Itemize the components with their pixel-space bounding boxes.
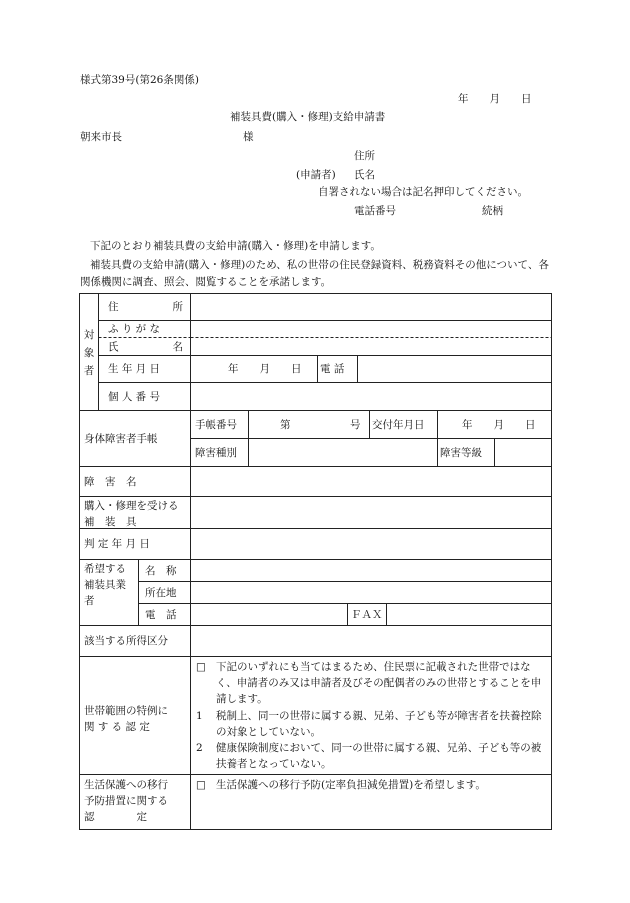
disability-name-label: 障 害 名 <box>84 476 137 488</box>
household-item2-text: 健康保険制度において、同一の世帯に属する親、兄弟、子ども等の被扶養者となっていない。 <box>216 742 542 771</box>
household-special-line1: 世帯範囲の特例に <box>84 705 168 717</box>
device-label <box>84 498 179 530</box>
handbook-label: 身体障害者手帳 <box>84 433 158 445</box>
device-label-line1: 購入・修理を受ける <box>84 500 179 512</box>
household-special-content <box>196 659 548 772</box>
household-special-checkbox[interactable]: □ <box>196 661 206 673</box>
personal-number-label: 個 人 番 号 <box>108 391 161 403</box>
vendor-phone-label: 電 話 <box>145 609 177 621</box>
subject-group-label: 対象者 <box>83 329 95 377</box>
vendor-name-label: 名 称 <box>145 565 177 577</box>
handbook-number-label: 手帳番号 <box>195 419 237 431</box>
applicant-address-label: 住所 <box>354 150 375 162</box>
vendor-label-line3: 者 <box>84 595 95 607</box>
household-special-line2: 関 す る 認 定 <box>84 721 150 733</box>
issue-date-value: 年 月 日 <box>462 419 536 431</box>
signature-note: 自署されない場合は記名押印してください。 <box>318 186 528 198</box>
handbook-go: 号 <box>350 419 361 431</box>
birthdate-label: 生 年 月 日 <box>108 363 161 375</box>
disability-type-label: 障害種別 <box>195 447 237 459</box>
vendor-label-line2: 補装具業 <box>84 579 126 591</box>
issue-date-label: 交付年月日 <box>372 419 425 431</box>
welfare-text: 生活保護への移行予防(定率負担減免措置)を希望します。 <box>216 779 486 791</box>
welfare-label-line2: 予防措置に関する <box>84 795 168 807</box>
household-special-main-text: 下記のいずれにも当てはまるため、住民票に記載された世帯ではなく、申請者のみ又は申請者及びその配偶者のみの世帯とすることを申請します。 <box>216 661 542 706</box>
fax-label: ＦＡＸ <box>351 609 383 621</box>
applicant-name-label: 氏名 <box>354 169 375 181</box>
welfare-checkbox[interactable]: □ <box>196 779 206 791</box>
document-title: 補装具費(購入・修理)支給申請書 <box>230 111 386 123</box>
phone-label: 電 話 <box>320 363 345 375</box>
date-line: 年 月 日 <box>458 93 532 105</box>
applicant-relation-label: 続柄 <box>482 205 503 217</box>
judgment-date-label: 判 定 年 月 日 <box>84 538 150 550</box>
vendor-label-line1: 希望する <box>84 563 126 575</box>
welfare-label-line1: 生活保護への移行 <box>84 779 168 791</box>
device-label-line2: 補 装 具 <box>84 516 137 528</box>
birthdate-value: 年 月 日 <box>228 363 302 375</box>
name-label: 氏 名 <box>108 341 183 353</box>
applicant-phone-label: 電話番号 <box>354 205 396 217</box>
furigana-label: ふ り が な <box>108 323 161 335</box>
welfare-label-line3: 認 定 <box>84 811 147 823</box>
addressee: 朝来市長 <box>80 131 122 143</box>
welfare-content <box>196 777 548 793</box>
household-item1-text: 税制上、同一の世帯に属する親、兄弟、子ども等が障害者を扶養控除の対象としていない。 <box>216 709 542 738</box>
form-number: 様式第39号(第26条関係) <box>80 74 199 86</box>
household-special-label <box>84 703 168 735</box>
household-item1-number: 1 <box>196 709 203 722</box>
income-class-label: 該当する所得区分 <box>84 635 168 647</box>
applicant-role-label: (申請者) <box>296 169 336 181</box>
welfare-label <box>84 777 168 825</box>
handbook-dai: 第 <box>280 419 291 431</box>
consent-paragraph: 補装具費の支給申請(購入・修理)のため、私の世帯の住民登録資料、税務資料その他について、各関係機関に調査、照会、閲覧することを承諾します。 <box>80 259 549 288</box>
household-item2-number: 2 <box>196 742 203 755</box>
request-paragraph: 下記のとおり補装具費の支給申請(購入・修理)を申請します。 <box>90 240 381 252</box>
address-label: 住 所 <box>108 301 183 313</box>
vendor-location-label: 所在地 <box>145 587 177 599</box>
disability-grade-label: 障害等級 <box>440 447 482 459</box>
honorific: 様 <box>243 131 254 143</box>
vendor-label <box>84 561 126 609</box>
